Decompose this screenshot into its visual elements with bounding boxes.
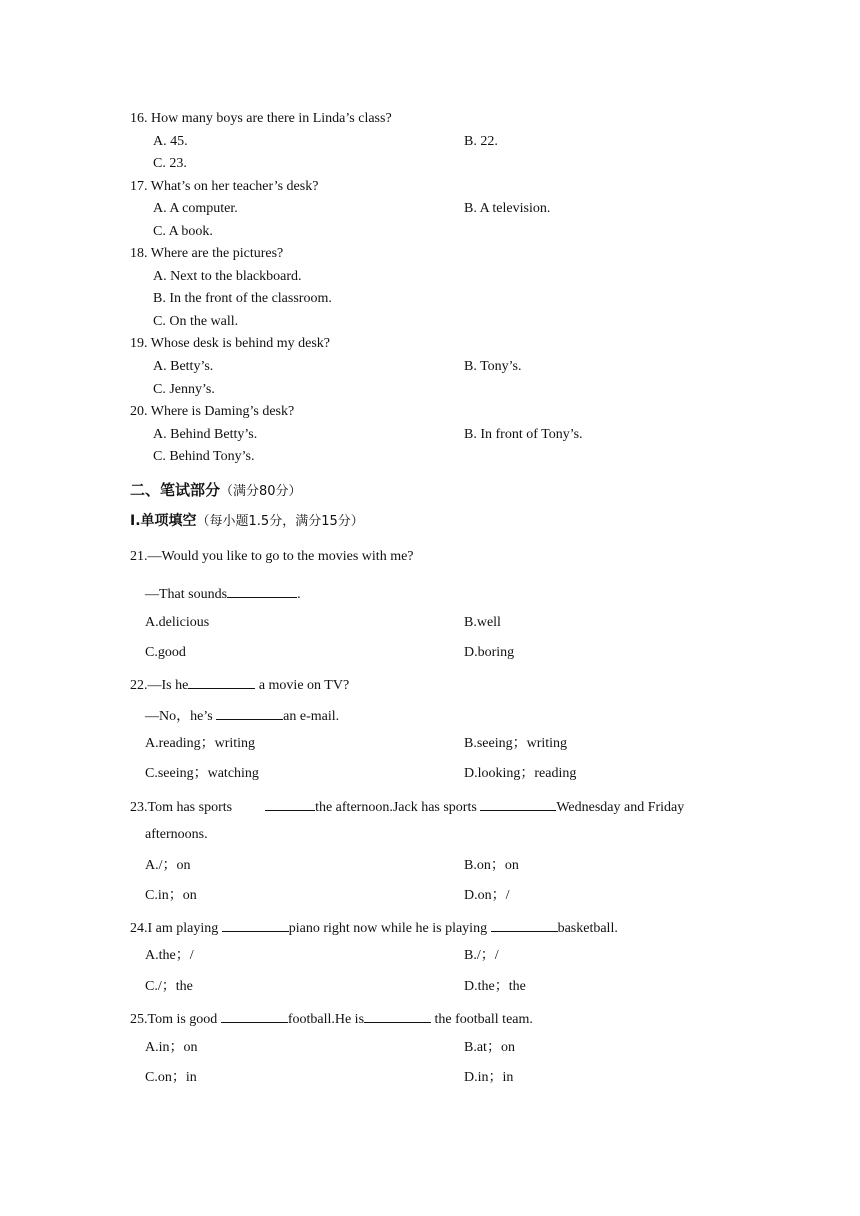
text: 23.Tom has sports [130,800,233,815]
option-a: A.reading；writing [145,736,256,751]
option-b: B. In front of Tony’s. [464,427,583,442]
text: —No，he’s [145,709,217,724]
option-c: C./；the [145,979,193,994]
option-b: B. In the front of the classroom. [153,291,332,306]
question-line-2 [145,707,339,724]
part-note: （每小题1.5分，满分15分） [196,514,364,529]
option-c: C. A book. [153,224,213,239]
option-c: C.seeing；watching [145,766,259,781]
option-a: A. A computer. [153,201,238,216]
section-heading [130,483,302,499]
option-d: D.on；/ [464,888,510,903]
question-line-1 [130,798,684,815]
option-a: A./；on [145,858,191,873]
option-b: B.at；on [464,1040,515,1055]
option-d: D.the；the [464,979,526,994]
option-a: A. Next to the blackboard. [153,269,302,284]
text: basketball. [557,921,618,936]
option-a: A. Betty’s. [153,359,214,374]
question-text: 20. Where is Daming’s desk? [130,404,295,419]
option-b: B. Tony’s. [464,359,522,374]
question-line-1 [130,676,349,693]
answer-blank [216,707,283,720]
question-text: 18. Where are the pictures? [130,246,284,261]
question-text: 19. Whose desk is behind my desk? [130,336,330,351]
text: an e-mail. [283,709,340,724]
option-b: B./；/ [464,948,499,963]
option-c: C.on；in [145,1070,197,1085]
answer-blank [227,585,297,598]
section-note: （满分80分） [220,484,302,499]
text: 22.—Is he [130,678,189,693]
question-line-2: afternoons. [145,827,208,842]
text: the football team. [431,1012,533,1027]
option-b: B. 22. [464,134,498,149]
text: —That sounds [145,587,228,602]
question-line-2 [145,585,301,602]
answer-blank [491,919,558,932]
option-c: C.good [145,645,186,660]
option-b: B.well [464,615,501,630]
option-d: D.boring [464,645,515,660]
option-c: C. Behind Tony’s. [153,449,255,464]
part-heading [130,514,364,529]
text: football.He is [287,1012,365,1027]
text: . [297,587,301,602]
answer-blank [188,676,255,689]
answer-blank [222,919,289,932]
question-text: 21.—Would you like to go to the movies with me? [130,549,414,564]
option-b: B.on；on [464,858,519,873]
answer-blank [221,1010,288,1023]
option-a: A. Behind Betty’s. [153,427,258,442]
option-a: A.the；/ [145,948,194,963]
option-c: C. Jenny’s. [153,382,215,397]
option-c: C. 23. [153,156,187,171]
option-d: D.looking；reading [464,766,577,781]
answer-blank [364,1010,431,1023]
question-line-1 [130,919,618,936]
option-a: A. 45. [153,134,188,149]
question-text: 17. What’s on her teacher’s desk? [130,179,319,194]
text: Wednesday and Friday [556,800,685,815]
option-b: B. A television. [464,201,551,216]
option-a: A.delicious [145,615,210,630]
option-b: B.seeing；writing [464,736,568,751]
answer-blank [265,798,315,811]
section-title: 二、笔试部分 [130,481,221,499]
question-line-1 [130,1010,533,1027]
text: 25.Tom is good [130,1012,221,1027]
answer-blank [480,798,556,811]
option-a: A.in；on [145,1040,198,1055]
text: piano right now while he is playing [288,921,491,936]
text: 24.I am playing [130,921,222,936]
option-d: D.in；in [464,1070,514,1085]
part-title: Ⅰ.单项填空 [130,513,197,529]
question-text: 16. How many boys are there in Linda’s class? [130,111,392,126]
text: the afternoon.Jack has sports [315,800,481,815]
option-c: C. On the wall. [153,314,239,329]
text: a movie on TV? [255,678,350,693]
option-c: C.in；on [145,888,197,903]
